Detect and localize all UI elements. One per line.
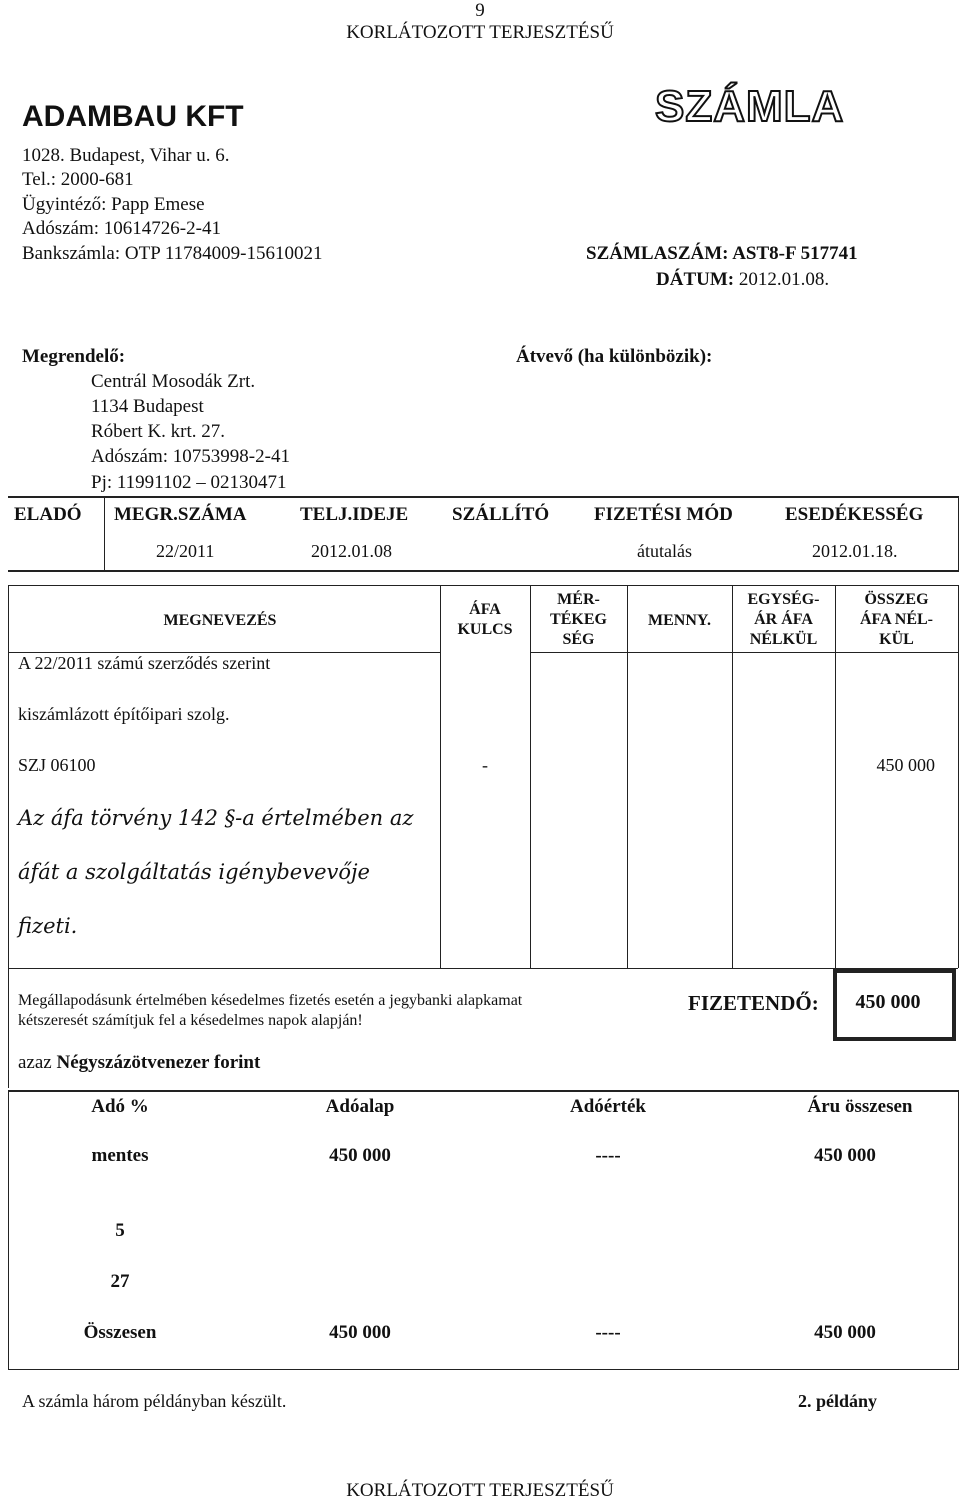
item-total-value: 450 000 [876, 755, 935, 775]
classification-bottom: KORLÁTOZOTT TERJESZTÉSŰ [346, 1480, 614, 1501]
order-table-divider [104, 498, 105, 570]
tax-row-base: 450 000 [329, 1145, 391, 1166]
due-date-value: 2012.01.18. [812, 541, 898, 561]
item-line-2: kiszámlázott építőipari szolg. [18, 704, 230, 724]
vat-note-line-3: fizeti. [18, 914, 78, 938]
amount-in-words-value: Négyszázötvenezer forint [56, 1052, 261, 1073]
items-col-divider-1 [440, 585, 441, 968]
tax-row-goods-total: 450 000 [814, 1145, 876, 1166]
tax-row-rate: mentes [91, 1145, 149, 1166]
order-header-seller: ELADÓ [14, 504, 82, 525]
customer-street: Róbert K. krt. 27. [91, 421, 226, 442]
seller-agent: Ügyintéző: Papp Emese [22, 194, 205, 215]
customer-pj: Pj: 11991102 – 02130471 [91, 472, 287, 493]
tax-table-right-border [958, 1090, 959, 1370]
order-header-payment: FIZETÉSI MÓD [594, 504, 733, 525]
payable-label: FIZETENDŐ: [688, 991, 819, 1015]
items-table-left-border [8, 585, 9, 968]
seller-tax-number: Adószám: 10614726-2-41 [22, 218, 221, 239]
items-header-underline-right [530, 652, 958, 653]
items-table-bottom-border [8, 968, 958, 969]
order-header-fulfilment: TELJ.IDEJE [300, 504, 409, 525]
payment-method-value: átutalás [637, 541, 692, 561]
tax-row-rate: 5 [115, 1220, 125, 1241]
customer-tax-number: Adószám: 10753998-2-41 [91, 446, 290, 467]
amount-in-words-prefix: azaz [18, 1052, 52, 1073]
items-header-vat-rate: ÁFA KULCS [457, 601, 513, 638]
copy-label: 2. példány [798, 1391, 878, 1411]
tax-total-label: Összesen [83, 1322, 157, 1343]
seller-name: ADAMBAU KFT [22, 100, 244, 133]
items-table-right-border [958, 585, 959, 968]
items-header-name: MEGNEVEZÉS [163, 612, 277, 629]
item-vat-value: - [482, 755, 488, 775]
tax-row-rate: 27 [110, 1271, 130, 1292]
invoice-title: SZÁMLA [655, 82, 845, 131]
tax-header-rate: Adó % [91, 1096, 149, 1117]
late-notice-line-2: kétszeresét számítjuk fel a késedelmes napok alapján! [18, 1012, 363, 1029]
items-header-total: ÖSSZEG ÁFA NÉL- KÜL [859, 591, 934, 648]
items-header-unit: MÉR- TÉKEG SÉG [550, 591, 607, 648]
tax-row-value: ---- [595, 1145, 621, 1166]
page-number: 9 [475, 0, 485, 21]
copies-note: A számla három példányban készült. [22, 1391, 287, 1411]
tax-total-goods: 450 000 [814, 1322, 876, 1343]
tax-header-value: Adóérték [570, 1096, 646, 1117]
seller-phone: Tel.: 2000-681 [22, 169, 134, 190]
tax-total-base: 450 000 [329, 1322, 391, 1343]
tax-header-goods-total: Áru összesen [807, 1096, 913, 1117]
items-col-divider-3 [627, 585, 628, 968]
tax-header-base: Adóalap [325, 1096, 395, 1117]
order-table-top-border [8, 496, 958, 498]
classification-top: KORLÁTOZOTT TERJESZTÉSŰ [346, 22, 614, 43]
item-line-1: A 22/2011 számú szerződés szerint [18, 653, 271, 673]
invoice-date-label: DÁTUM: [656, 269, 735, 290]
tax-table-top-border [8, 1090, 958, 1092]
items-table-top-border [8, 585, 958, 586]
order-table-bottom-border [8, 570, 958, 572]
payment-left-border [8, 968, 9, 1088]
vat-note-line-1: Az áfa törvény 142 §-a értelmében az [18, 806, 414, 830]
order-header-order-number: MEGR.SZÁMA [114, 504, 247, 525]
late-notice-line-1: Megállapodásunk értelmében késedelmes fizetés esetén a jegybanki alapkamat [18, 992, 523, 1009]
receiver-label: Átvevő (ha különbözik): [516, 346, 713, 367]
seller-bank-account: Bankszámla: OTP 11784009-15610021 [22, 243, 323, 264]
items-header-qty: MENNY. [648, 612, 711, 629]
seller-address: 1028. Budapest, Vihar u. 6. [22, 145, 230, 166]
tax-table-left-border [8, 1090, 9, 1370]
customer-city: 1134 Budapest [91, 396, 204, 417]
customer-label: Megrendelő: [22, 346, 126, 367]
items-header-unit-price: EGYSÉG- ÁR ÁFA NÉLKÜL [747, 591, 820, 648]
fulfilment-date-value: 2012.01.08 [311, 541, 392, 561]
invoice-date-value: 2012.01.08. [738, 269, 830, 290]
invoice-date [656, 269, 829, 291]
tax-total-value: ---- [595, 1322, 621, 1343]
amount-in-words [18, 1052, 260, 1074]
order-header-supplier: SZÁLLÍTÓ [452, 504, 550, 525]
tax-table-bottom-border [8, 1369, 958, 1370]
payable-value: 450 000 [855, 991, 921, 1013]
order-header-due: ESEDÉKESSÉG [785, 504, 924, 525]
invoice-number: SZÁMLASZÁM: AST8-F 517741 [586, 243, 858, 264]
item-line-3: SZJ 06100 [18, 755, 96, 775]
vat-note-line-2: áfát a szolgáltatás igénybevevője [18, 860, 370, 884]
order-number-value: 22/2011 [156, 541, 215, 561]
customer-name: Centrál Mosodák Zrt. [91, 371, 256, 392]
order-table-right-border [958, 496, 959, 572]
